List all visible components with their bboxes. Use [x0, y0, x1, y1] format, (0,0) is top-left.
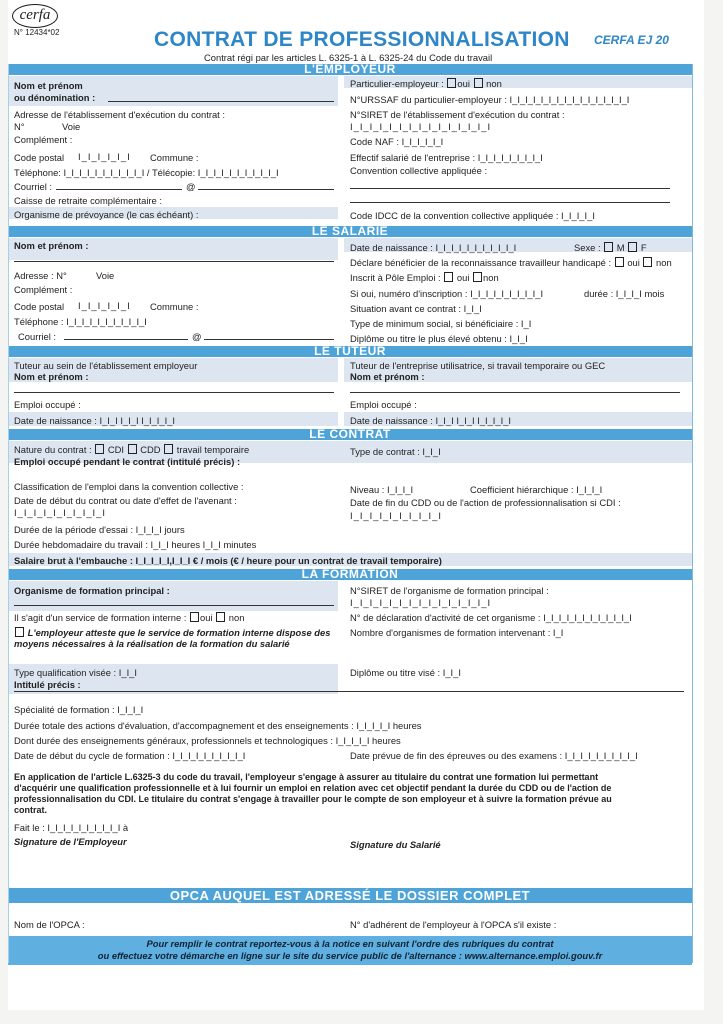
- section-opca: OPCA AUQUEL EST ADRESSÉ LE DOSSIER COMPLET: [8, 888, 692, 903]
- pole-non-checkbox[interactable]: [473, 272, 482, 282]
- pole-emploi-label: Inscrit à Pôle Emploi :: [350, 272, 441, 283]
- pole-non-label: non: [483, 272, 499, 283]
- footer-line2: ou effectuez votre démarche en ligne sur le site du service public de l'alternance : www.alternance.emploi.gouv.fr: [97, 950, 603, 961]
- nombre-organismes-field[interactable]: Nombre d'organismes de formation intervenant : I_I: [350, 627, 564, 638]
- signature-employeur-label: Signature de l'Employeur: [14, 836, 127, 847]
- convention-label: Convention collective appliquée :: [350, 165, 488, 176]
- interne-non-checkbox[interactable]: [216, 612, 225, 622]
- cdd-checkbox[interactable]: [128, 444, 137, 454]
- essai-field[interactable]: Durée de la période d'essai : I_I_I_I jours: [14, 524, 185, 535]
- fin-contrat-field[interactable]: I_I_I_I_I_I_I_I_I_I: [350, 510, 442, 521]
- employer-complement-label: Complément :: [14, 134, 73, 145]
- type-contrat-field[interactable]: Type de contrat : I_I_I: [350, 446, 441, 457]
- employer-phone-field[interactable]: Téléphone: I_I_I_I_I_I_I_I_I_I_I / Télécopie: I_I_I_I_I_I_I_I_I_I_I: [14, 167, 279, 178]
- cerfa-code: CERFA EJ 20: [594, 33, 669, 47]
- tuteur-int-name-label: Nom et prénom :: [14, 371, 89, 382]
- cerfa-logo-text: cerfa: [19, 7, 51, 23]
- duree-enseignements-field[interactable]: Dont durée des enseignements généraux, professionnels et technologiques : I_I_I_I_I heures: [14, 735, 401, 746]
- classification-label: Classification de l'emploi dans la convention collective :: [14, 481, 244, 492]
- employee-at-sign: @: [192, 331, 202, 342]
- atteste-line1: [14, 627, 330, 638]
- tuteur-int-birth-field[interactable]: Date de naissance : I_I_I I_I_I I_I_I_I_I: [14, 415, 176, 426]
- employer-address-label: Adresse de l'établissement d'exécution du contrat :: [14, 109, 225, 120]
- section-salarie: LE SALARIÉ: [8, 226, 692, 237]
- interne-non-label: non: [228, 612, 245, 623]
- particulier-non-checkbox[interactable]: [474, 78, 483, 88]
- cdd-label: CDD: [140, 444, 161, 455]
- formation-siret-label: N°SIRET de l'organisme de formation principal :: [350, 585, 549, 596]
- diplome-vise-field[interactable]: Diplôme ou titre visé : I_I_I: [350, 667, 461, 678]
- fait-le-field[interactable]: Fait le : I_I_I_I_I_I_I_I_I_I à: [14, 822, 129, 833]
- sexe-m-checkbox[interactable]: [604, 242, 613, 252]
- employee-cp-field[interactable]: I_I_I_I_I_I: [78, 300, 131, 311]
- engagement-line1: En application de l'article L.6325-3 du code du travail, l'employeur s'engage à assurer au titulaire du contrat une formation lui permettant: [14, 772, 599, 782]
- sexe-f-checkbox[interactable]: [628, 242, 637, 252]
- declaration-field[interactable]: N° de déclaration d'activité de cet organisme : I_I_I_I_I_I_I_I_I_I_I_I: [350, 612, 632, 623]
- employer-commune-label: Commune :: [150, 152, 199, 163]
- interne-oui-checkbox[interactable]: [190, 612, 199, 622]
- section-contrat: LE CONTRAT: [8, 429, 692, 440]
- handicape-label: Déclare bénéficier de la reconnaissance travailleur handicapé :: [350, 257, 612, 268]
- pole-oui-checkbox[interactable]: [444, 272, 453, 282]
- signature-salarie-label: Signature du Salarié: [350, 839, 441, 850]
- handicape-oui-label: oui: [627, 257, 640, 268]
- employee-complement-label: Complément :: [14, 284, 73, 295]
- debut-contrat-label: Date de début du contrat ou date d'effet de l'avenant :: [14, 495, 237, 506]
- cdi-label: CDI: [107, 444, 125, 455]
- duree-totale-field[interactable]: Durée totale des actions d'évaluation, d'accompagnement et des enseignements : I_I_I_I_I heures: [14, 720, 422, 731]
- employer-at-sign: @: [186, 181, 196, 192]
- salaire-field[interactable]: Salaire brut à l'embauche : I_I_I_I_I,I_I_I € / mois (€ / heure pour un contrat de travail temporaire): [14, 555, 442, 566]
- sexe-label: Sexe :: [574, 242, 601, 253]
- handicape-non-checkbox[interactable]: [643, 257, 652, 267]
- section-tuteur: LE TUTEUR: [8, 346, 692, 357]
- sexe-group: [574, 242, 647, 253]
- employer-name-field[interactable]: [108, 101, 334, 102]
- employer-siret-label: N°SIRET de l'établissement d'exécution du contrat :: [350, 109, 565, 120]
- pole-oui-label: oui: [456, 272, 470, 283]
- opca-nom-label: Nom de l'OPCA :: [14, 919, 85, 930]
- interne-label: Il s'agit d'un service de formation interne :: [14, 612, 187, 623]
- inscription-field[interactable]: Si oui, numéro d'inscription : I_I_I_I_I_I_I_I_I_I: [350, 288, 544, 299]
- nature-label: Nature du contrat :: [14, 444, 92, 455]
- employee-voie-label: Voie: [96, 270, 115, 281]
- employee-name-field[interactable]: [14, 261, 334, 262]
- organisme-field[interactable]: [14, 605, 334, 606]
- interne-group: [14, 612, 244, 623]
- pole-emploi-group: [350, 272, 499, 283]
- hebdo-field[interactable]: Durée hebdomadaire du travail : I_I_I heures I_I_I minutes: [14, 539, 257, 550]
- organisme-label: Organisme de formation principal :: [14, 585, 170, 596]
- fin-contrat-label: Date de fin du CDD ou de l'action de professionnalisation si CDI :: [350, 497, 621, 508]
- debut-contrat-field[interactable]: I_I_I_I_I_I_I_I_I_I: [14, 507, 106, 518]
- employee-email-domain-field[interactable]: [204, 339, 334, 340]
- minimum-social-field[interactable]: Type de minimum social, si bénéficiaire : I_I: [350, 318, 532, 329]
- emploi-contrat-label: Emploi occupé pendant le contrat (intitulé précis) :: [14, 456, 241, 467]
- employee-commune-label: Commune :: [150, 301, 199, 312]
- employee-phone-field[interactable]: Téléphone : I_I_I_I_I_I_I_I_I_I_I: [14, 316, 147, 327]
- tuteur-ext-birth-field[interactable]: Date de naissance : I_I_I I_I_I I_I_I_I_I: [350, 415, 512, 426]
- employee-email-label: Courriel :: [18, 331, 57, 342]
- debut-cycle-field[interactable]: Date de début du cycle de formation : I_I_I_I_I_I_I_I_I_I: [14, 750, 246, 761]
- legal-subtitle: Contrat régi par les articles L. 6325-1 à L. 6325-24 du Code du travail: [204, 52, 493, 63]
- temp-label: travail temporaire: [176, 444, 250, 455]
- particulier-oui-label: oui: [457, 78, 470, 89]
- tuteur-ext-name-field[interactable]: [350, 392, 680, 393]
- atteste-line2: moyens nécessaires à la réalisation de la formation du salarié: [14, 638, 290, 649]
- coef-field[interactable]: Coefficient hiérarchique : I_I_I_I: [470, 484, 603, 495]
- situation-field[interactable]: Situation avant ce contrat : I_I_I: [350, 303, 482, 314]
- employer-email-label: Courriel :: [14, 181, 53, 192]
- engagement-line3: professionnalisation du CDI. Le titulaire du contrat s'engage à travailler pour le compte de son employeur et à suivre la formation prévue au: [14, 794, 612, 804]
- tuteur-int-name-field[interactable]: [14, 392, 334, 393]
- employee-birth-field[interactable]: Date de naissance : I_I_I_I_I_I_I_I_I_I_I: [350, 242, 517, 253]
- intitule-field[interactable]: [14, 691, 684, 692]
- employer-voie-label: Voie: [62, 121, 81, 132]
- employee-cp-label: Code postal: [14, 301, 65, 312]
- tuteur-ext-title: Tuteur de l'entreprise utilisatrice, si travail temporaire ou GEC: [350, 360, 606, 371]
- cdi-checkbox[interactable]: [95, 444, 104, 454]
- convention-field-1[interactable]: [350, 188, 670, 189]
- intitule-label: Intitulé précis :: [14, 679, 81, 690]
- engagement-line4: contrat.: [14, 805, 48, 815]
- section-formation: LA FORMATION: [8, 569, 692, 580]
- nature-group: [14, 444, 249, 455]
- urssaf-field[interactable]: N°URSSAF du particulier-employeur : I_I_I_I_I_I_I_I_I_I_I_I_I_I_I_I: [350, 94, 630, 105]
- handicape-non-label: non: [656, 257, 672, 268]
- naf-field[interactable]: Code NAF : I_I_I_I_I_I: [350, 136, 444, 147]
- employer-prevoyance-label: Organisme de prévoyance (le cas échéant) :: [14, 209, 199, 220]
- page-title: CONTRAT DE PROFESSIONNALISATION: [154, 28, 570, 51]
- specialite-field[interactable]: Spécialité de formation : I_I_I_I: [14, 704, 144, 715]
- employee-email-field[interactable]: [64, 339, 188, 340]
- atteste-checkbox[interactable]: [15, 627, 24, 637]
- tuteur-ext-name-label: Nom et prénom :: [350, 371, 425, 382]
- convention-field-2[interactable]: [350, 202, 670, 203]
- tuteur-int-title: Tuteur au sein de l'établissement employeur: [14, 360, 198, 371]
- employer-name-label: Nom et prénom: [14, 80, 83, 91]
- left-border: [8, 64, 9, 963]
- sexe-m-label: M: [616, 242, 625, 253]
- idcc-field[interactable]: Code IDCC de la convention collective appliquée : I_I_I_I_I: [350, 210, 595, 221]
- handicape-group: [350, 257, 672, 268]
- form-number: N° 12434*02: [14, 28, 60, 37]
- employer-caisse-label: Caisse de retraite complémentaire :: [14, 195, 162, 206]
- employer-email-domain-field[interactable]: [198, 189, 334, 190]
- employer-email-field[interactable]: [56, 189, 182, 190]
- atteste-text1: L'employeur atteste que le service de formation interne dispose des: [27, 627, 331, 638]
- particulier-oui-checkbox[interactable]: [447, 78, 456, 88]
- effectif-field[interactable]: Effectif salarié de l'entreprise : I_I_I_I_I_I_I_I_I: [350, 152, 543, 163]
- cerfa-logo: [12, 4, 58, 28]
- form-page: [8, 0, 704, 1010]
- handicape-oui-checkbox[interactable]: [615, 257, 624, 267]
- formation-siret-field[interactable]: I_I_I_I_I_I_I_I_I_I_I_I_I_I_I: [350, 597, 492, 608]
- diplome-obtenu-field[interactable]: Diplôme ou titre le plus élevé obtenu : I_I_I: [350, 333, 528, 344]
- employer-siret-field[interactable]: I_I_I_I_I_I_I_I_I_I_I_I_I_I_I: [350, 121, 492, 132]
- employer-name-label2: ou dénomination :: [14, 92, 96, 103]
- employer-cp-field[interactable]: I_I_I_I_I_I: [78, 151, 131, 162]
- right-border: [692, 64, 693, 963]
- employer-num-label: N°: [14, 121, 25, 132]
- duree-inscription-field[interactable]: durée : I_I_I_I mois: [584, 288, 665, 299]
- employer-cp-label: Code postal: [14, 152, 65, 163]
- tuteur-ext-emploi-label: Emploi occupé :: [350, 399, 417, 410]
- fin-epreuves-field[interactable]: Date prévue de fin des épreuves ou des examens : I_I_I_I_I_I_I_I_I_I: [350, 750, 638, 761]
- engagement-line2: d'acquérir une qualification professionnelle et à lui fournir un emploi en relation avec cet objectif pendant la durée du CDD ou de l'action de: [14, 783, 612, 793]
- tuteur-int-emploi-label: Emploi occupé :: [14, 399, 81, 410]
- opca-adherent-label: N° d'adhérent de l'employeur à l'OPCA s'il existe :: [350, 919, 557, 930]
- temp-checkbox[interactable]: [164, 444, 173, 454]
- particulier-employer: [350, 78, 502, 89]
- footer-line1: Pour remplir le contrat reportez-vous à la notice en suivant l'ordre des rubriques du contrat: [146, 938, 554, 949]
- footer-notice: [8, 936, 692, 965]
- employee-address-label: Adresse : N°: [14, 270, 67, 281]
- qualif-field[interactable]: Type qualification visée : I_I_I: [14, 667, 137, 678]
- interne-oui-label: oui: [200, 612, 213, 623]
- sexe-f-label: F: [640, 242, 647, 253]
- niveau-field[interactable]: Niveau : I_I_I_I: [350, 484, 414, 495]
- particulier-non-label: non: [486, 78, 502, 89]
- particulier-label: Particulier-employeur :: [350, 78, 444, 89]
- section-employeur: L'EMPLOYEUR: [8, 64, 692, 75]
- employee-name-label: Nom et prénom :: [14, 240, 89, 251]
